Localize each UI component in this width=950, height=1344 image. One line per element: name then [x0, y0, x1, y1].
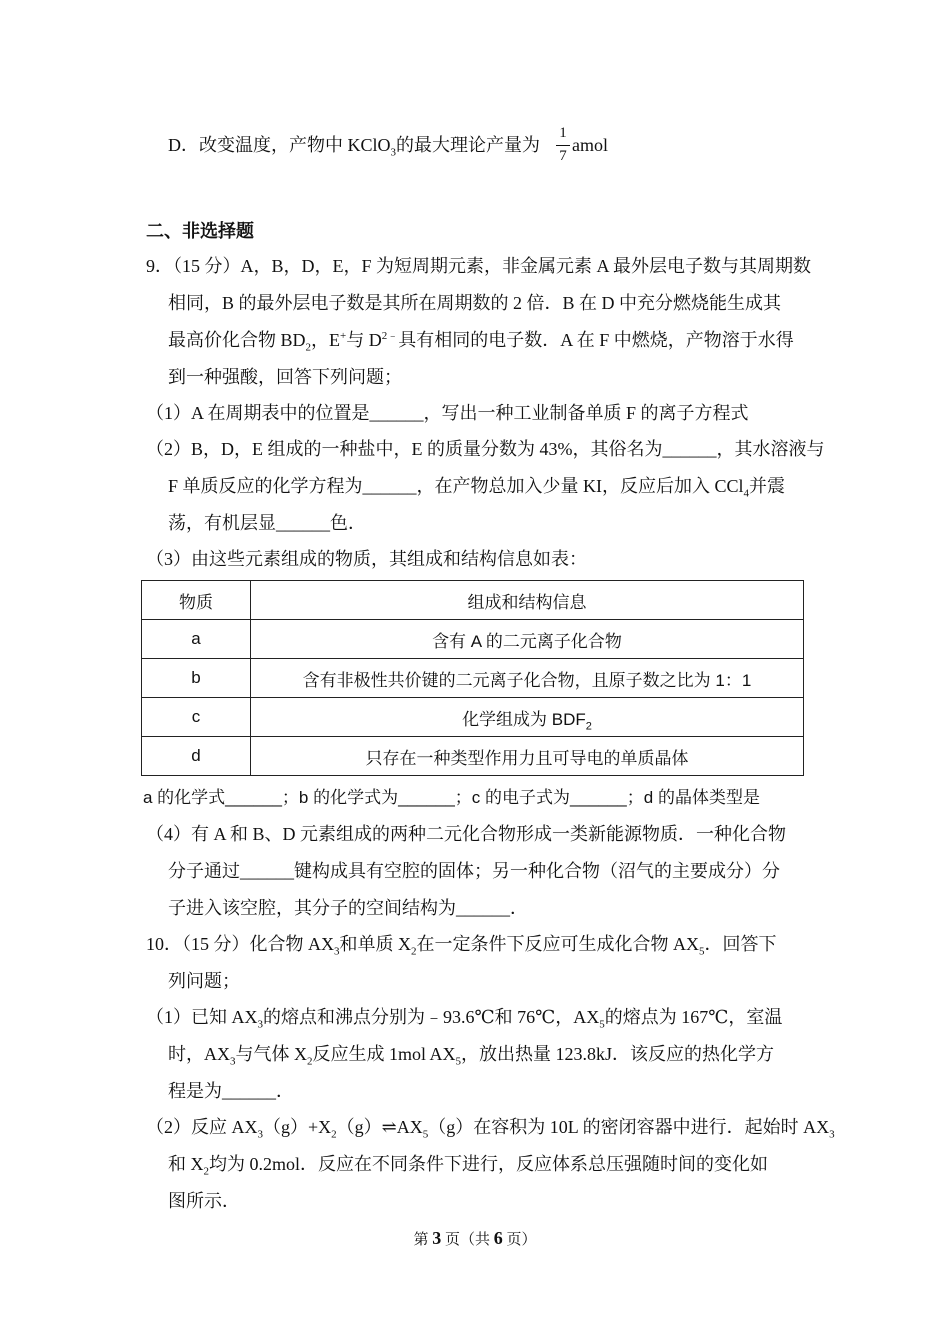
- section-title: 二、非选择题: [146, 221, 254, 241]
- q10-line-1: 10．（15 分）化合物 $AX_3$和单质 $X_2$在一定条件下反应可生成化合物 $AX_5$．回答下: [146, 934, 777, 958]
- table-cell-info: 化学组成为 $BDF_2$: [251, 698, 804, 737]
- table-cell-key: a: [142, 620, 251, 659]
- fraction-bar: [556, 145, 570, 146]
- table-cell-info: 含有 A 的二元离子化合物: [251, 620, 804, 659]
- q10-part-1-line-3: 程是为______．: [168, 1081, 294, 1101]
- option-d: D．改变温度，产物中 KClO$_3$的最大理论产量为: [168, 135, 541, 159]
- fraction-denominator: 7: [559, 148, 567, 164]
- q10-part-1-line-1: （1）已知 $AX_3$的熔点和沸点分别为﹣93.6℃和 76℃，$AX_5$的熔点为 167℃，室温: [146, 1007, 783, 1031]
- table-cell-info: 只存在一种类型作用力且可导电的单质晶体: [251, 737, 804, 776]
- q9-line-1: 9．（15 分）A，B，D，E，F 为短周期元素，非金属元素 A 最外层电子数与其周期数: [146, 256, 812, 276]
- table-header-row: [142, 581, 804, 620]
- structure-info-table: [141, 580, 804, 776]
- q9-part-3: （3）由这些元素组成的物质，其组成和结构信息如表：: [146, 549, 587, 569]
- q10-part-2-line-2: 和 $X_2$均为 0.2mol．反应在不同条件下进行，反应体系总压强随时间的变化如: [168, 1154, 768, 1178]
- q9-line-4: 到一种强酸，回答下列问题；: [168, 367, 402, 387]
- table-cell-key: b: [142, 659, 251, 698]
- option-d-suffix: amol: [572, 135, 608, 155]
- q9-after-table: a 的化学式______；b 的化学式为______；c 的电子式为______；d 的晶体类型是: [143, 788, 760, 807]
- q10-part-1-line-2: 时，$AX_3$与气体 $X_2$反应生成 1mol $AX_5$，放出热量 123.8kJ．该反应的热化学方: [168, 1044, 775, 1068]
- table-row: [142, 620, 804, 659]
- q9-part-2-line-3: 荡，有机层显______色．: [168, 513, 366, 533]
- table-cell-key: d: [142, 737, 251, 776]
- table-row: [142, 698, 804, 737]
- fraction-numerator: 1: [559, 125, 567, 141]
- table-cell-info: 含有非极性共价键的二元离子化合物，且原子数之比为 1：1: [251, 659, 804, 698]
- table-row: [142, 737, 804, 776]
- q9-part-2-line-2: F 单质反应的化学方程为______，在产物总加入少量 KI，反应后加入 CCl$_4$并震: [168, 476, 786, 500]
- q9-line-2: 相同，B 的最外层电子数是其所在周期数的 2 倍．B 在 D 中充分燃烧能生成其: [168, 293, 782, 313]
- table-header-substance: 物质: [142, 581, 251, 620]
- q10-line-2: 列问题；: [168, 971, 240, 991]
- q9-part-2-line-1: （2）B，D，E 组成的一种盐中，E 的质量分数为 43%，其俗名为______，其水溶液与: [146, 439, 825, 459]
- q9-part-4-line-3: 子进入该空腔，其分子的空间结构为______．: [168, 898, 528, 918]
- q9-part-1: （1）A 在周期表中的位置是______，写出一种工业制备单质 F 的离子方程式: [146, 403, 749, 423]
- page-footer: 第 3 页（共 6 页）: [413, 1228, 537, 1248]
- q9-part-4-line-2: 分子通过______键构成具有空腔的固体；另一种化合物（沼气的主要成分）分: [168, 861, 780, 881]
- table-header-info: 组成和结构信息: [251, 581, 804, 620]
- table-cell-key: c: [142, 698, 251, 737]
- q9-line-3: 最高价化合物 $BD_2$，E+与 $D^{2﹣}$具有相同的电子数．A 在 F 中燃烧，产物溶于水得: [168, 330, 794, 354]
- q10-part-2-line-1: （2）反应 $AX_3(g)+X_2(g)\rightleftharpoons AX_5(g)$在容积为 10L 的密闭容器中进行．起始时 $AX_3$: [146, 1117, 835, 1141]
- q9-part-4-line-1: （4）有 A 和 B、D 元素组成的两种二元化合物形成一类新能源物质．一种化合物: [146, 824, 787, 844]
- q10-part-2-line-3: 图所示．: [168, 1191, 240, 1211]
- table-row: [142, 659, 804, 698]
